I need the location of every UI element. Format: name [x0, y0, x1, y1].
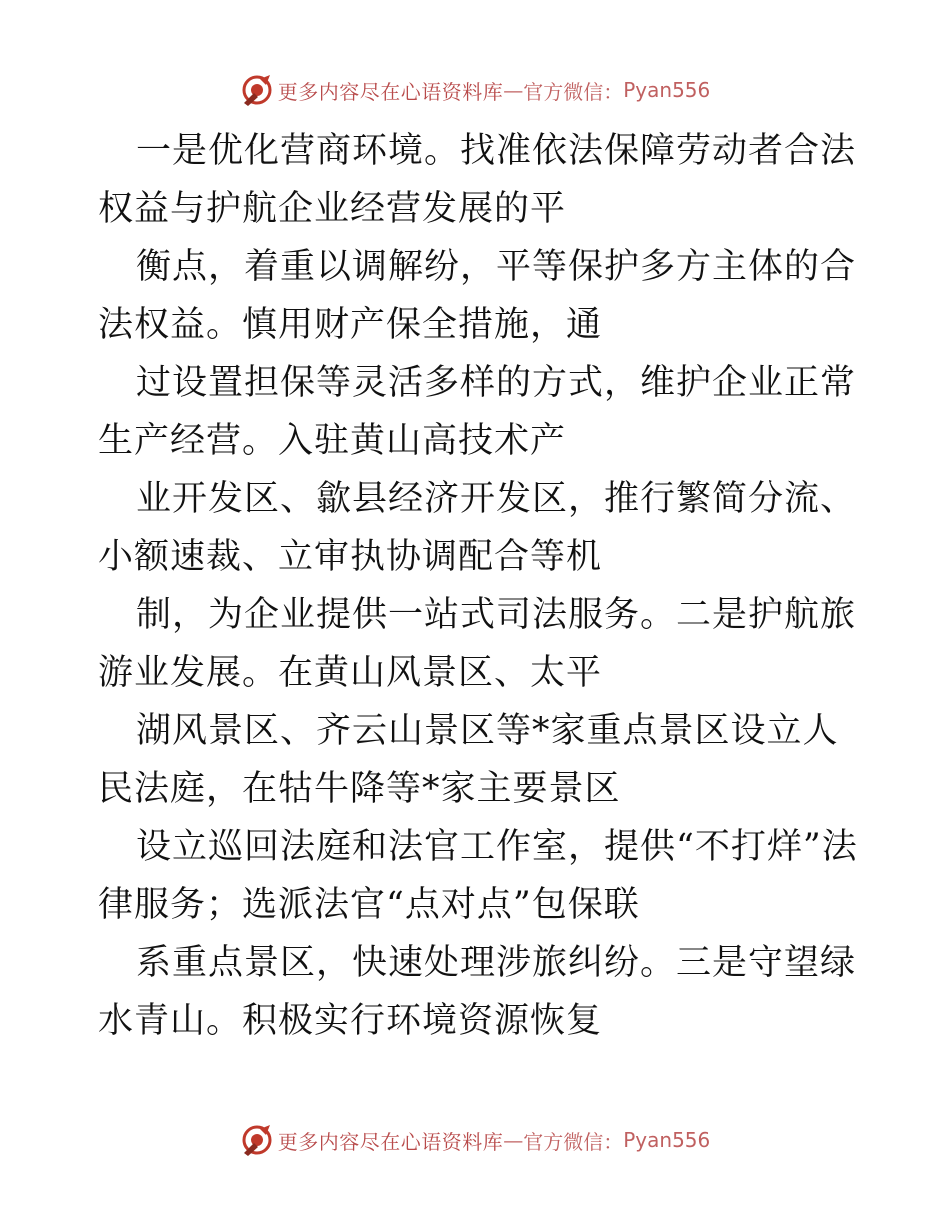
pen-logo-icon — [240, 1123, 274, 1157]
header-wechat-id: Pyan556 — [623, 78, 711, 102]
paragraph-8: 系重点景区，快速处理涉旅纠纷。三是守望绿水青山。积极实行环境资源恢复 — [98, 943, 857, 1041]
paragraph-1: 一是优化营商环境。找准依法保障劳动者合法权益与护航企业经营发展的平 — [98, 131, 857, 229]
paragraph-7: 设立巡回法庭和法官工作室，提供“不打烊”法律服务；选派法官“点对点”包保联 — [98, 827, 858, 925]
paragraph-6: 湖风景区、齐云山景区等*家重点景区设立人民法庭，在牯牛降等*家主要景区 — [98, 711, 839, 809]
header-title: 更多内容尽在心语资料库 — [277, 79, 504, 104]
paragraph-5: 制，为企业提供一站式司法服务。二是护航旅游业发展。在黄山风景区、太平 — [98, 595, 857, 693]
footer-title: 更多内容尽在心语资料库 — [277, 1129, 504, 1154]
paragraph-2: 衡点，着重以调解纷，平等保护多方主体的合法权益。慎用财产保全措施，通 — [98, 247, 857, 345]
header-wechat-label: 官方微信： — [523, 79, 624, 104]
paragraph-4: 业开发区、歙县经济开发区，推行繁简分流、小额速裁、立审执协调配合等机 — [98, 479, 857, 577]
footer-wechat-id: Pyan556 — [623, 1128, 711, 1152]
header-separator: — — [503, 78, 524, 102]
footer-wechat-label: 官方微信： — [523, 1129, 624, 1154]
document-body — [98, 122, 858, 1050]
pen-logo-icon — [240, 73, 274, 107]
footer-banner — [0, 1120, 950, 1160]
header-banner — [0, 70, 950, 110]
footer-separator: — — [503, 1128, 524, 1152]
paragraph-3: 过设置担保等灵活多样的方式，维护企业正常生产经营。入驻黄山高技术产 — [98, 363, 857, 461]
